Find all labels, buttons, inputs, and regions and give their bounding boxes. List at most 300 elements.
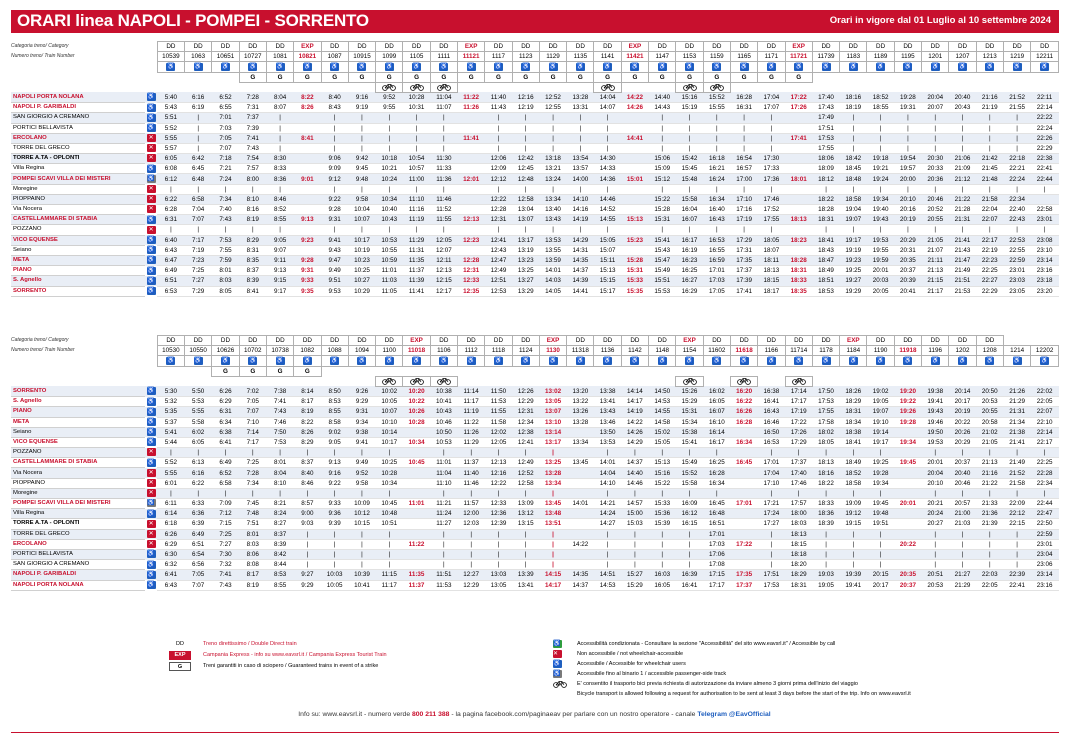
departure-time: 7:59 <box>212 255 239 265</box>
station-name[interactable]: CASTELLAMMARE DI STABIA <box>11 458 145 468</box>
train-number[interactable]: 1154 <box>676 346 703 356</box>
train-accessibility <box>922 62 949 72</box>
departure-time: 8:52 <box>266 205 293 215</box>
station-name[interactable]: POMPEI SCAVI VILLA DEI MISTERI <box>11 499 145 509</box>
departure-time: 20:16 <box>894 205 921 215</box>
wheelchair-icon: ♿ <box>740 63 748 70</box>
train-number[interactable]: 10651 <box>212 52 239 62</box>
departure-time: 19:40 <box>867 205 894 215</box>
departure-time: 20:17 <box>949 397 976 407</box>
train-number[interactable]: 1219 <box>1003 52 1030 62</box>
departure-time: 21:13 <box>976 458 1003 468</box>
category-cell: DD <box>976 42 1003 52</box>
wheelchair-icon: ♿ <box>412 63 421 70</box>
departure-time: 20:04 <box>922 468 949 478</box>
departure-time: 19:43 <box>922 407 949 417</box>
train-number[interactable]: 11714 <box>785 346 812 356</box>
departure-time: 22:41 <box>1003 580 1030 590</box>
train-accessibility <box>1003 356 1030 366</box>
train-number[interactable]: 1214 <box>1003 346 1030 356</box>
station-name[interactable]: Via Nocera <box>11 468 145 478</box>
departure-time: 21:00 <box>949 509 976 519</box>
station-name[interactable]: META <box>11 255 145 265</box>
departure-time: 17:01 <box>703 266 730 276</box>
station-name[interactable]: NAPOLI P. GARIBALDI <box>11 103 145 113</box>
departure-time: 11:46 <box>458 478 485 488</box>
departure-time: 18:55 <box>867 103 894 113</box>
departure-time: 17:01 <box>730 499 757 509</box>
station-name[interactable]: TORRE DEL GRECO <box>11 143 145 153</box>
departure-time <box>785 194 812 204</box>
track1-access-icon: ♿ <box>147 500 155 507</box>
station-name[interactable]: TORRE A.TA - OPLONTI <box>11 519 145 529</box>
station-name[interactable]: PORTICI BELLAVISTA <box>11 123 145 133</box>
wheelchair-icon: ♿ <box>147 216 155 223</box>
wheelchair-icon: ♿ <box>658 357 666 364</box>
guaranteed-mark: G <box>703 72 730 82</box>
departure-time: | <box>812 549 839 559</box>
departure-time: 21:41 <box>1003 437 1030 447</box>
train-number[interactable]: 10821 <box>294 52 321 62</box>
departure-time: 14:52 <box>594 205 621 215</box>
station-name[interactable]: Villa Regina <box>11 509 145 519</box>
train-number[interactable]: 12202 <box>1031 346 1059 356</box>
station-name[interactable]: Moregine <box>11 488 145 498</box>
station-name[interactable]: SORRENTO <box>11 286 145 296</box>
departure-time: 9:33 <box>321 499 348 509</box>
departure-time: 22:18 <box>1003 154 1030 164</box>
train-number[interactable]: 1100 <box>376 346 403 356</box>
departure-time: 12:19 <box>512 103 539 113</box>
departure-time <box>785 245 812 255</box>
departure-time: 18:22 <box>812 478 839 488</box>
departure-time: | <box>430 488 457 498</box>
train-number[interactable]: 1136 <box>594 346 621 356</box>
departure-time: 22:25 <box>976 266 1003 276</box>
category-cell: DD <box>512 42 539 52</box>
spacer <box>11 376 157 386</box>
departure-time: 6:43 <box>157 245 184 255</box>
train-number[interactable]: 1207 <box>949 52 976 62</box>
train-number[interactable]: 1099 <box>376 52 403 62</box>
station-name[interactable]: POZZANO <box>11 448 145 458</box>
station-accessibility <box>145 276 157 286</box>
departure-time: 12:38 <box>512 427 539 437</box>
departure-time <box>294 245 321 255</box>
station-name[interactable]: TORRE A.TA - OPLONTI <box>11 154 145 164</box>
departure-time: 19:53 <box>922 437 949 447</box>
train-number[interactable]: 1112 <box>458 346 485 356</box>
train-number[interactable]: 11602 <box>703 346 730 356</box>
departure-time: | <box>867 488 894 498</box>
train-number[interactable]: 1171 <box>758 52 785 62</box>
departure-time: | <box>539 143 566 153</box>
departure-time: 16:28 <box>703 468 730 478</box>
departure-time: 12:49 <box>485 266 512 276</box>
train-number[interactable]: 1195 <box>894 52 921 62</box>
departure-time: | <box>922 143 949 153</box>
empty-cell <box>294 376 321 386</box>
guaranteed-row <box>11 72 1059 82</box>
train-number[interactable]: 11721 <box>785 52 812 62</box>
departure-time: 5:52 <box>157 458 184 468</box>
train-number[interactable]: 1190 <box>867 346 894 356</box>
empty-cell <box>812 82 839 92</box>
departure-time: 15:16 <box>676 92 703 102</box>
bicycle-icon <box>792 377 806 385</box>
station-row <box>11 164 1059 174</box>
departure-time: 11:39 <box>403 276 430 286</box>
departure-time: 21:16 <box>976 92 1003 102</box>
departure-time: | <box>976 184 1003 194</box>
departure-time: 15:39 <box>649 519 676 529</box>
departure-time: 12:28 <box>458 255 485 265</box>
train-number[interactable]: 10702 <box>239 346 266 356</box>
departure-time: 13:34 <box>539 478 566 488</box>
departure-time <box>730 448 757 458</box>
departure-time <box>294 123 321 133</box>
empty-cell <box>703 376 730 386</box>
train-number[interactable]: 1063 <box>185 52 212 62</box>
wheelchair-icon: ♿ <box>986 357 994 364</box>
station-name[interactable]: POMPEI SCAVI VILLA DEI MISTERI <box>11 174 145 184</box>
station-name[interactable]: S. Agnello <box>11 397 145 407</box>
train-number[interactable]: 1201 <box>922 52 949 62</box>
departure-time: 7:25 <box>239 458 266 468</box>
station-name[interactable]: Seiano <box>11 427 145 437</box>
departure-time: 15:31 <box>676 407 703 417</box>
wheelchair-icon: ♿ <box>849 63 858 70</box>
train-number[interactable]: 10626 <box>212 346 239 356</box>
train-number[interactable]: 10738 <box>266 346 293 356</box>
station-accessibility <box>145 560 157 570</box>
train-number[interactable]: 1153 <box>676 52 703 62</box>
departure-time: 16:17 <box>703 437 730 447</box>
train-number[interactable]: 1165 <box>730 52 757 62</box>
departure-time: 10:22 <box>403 397 430 407</box>
departure-time: 22:03 <box>976 570 1003 580</box>
station-name[interactable]: VICO EQUENSE <box>11 235 145 245</box>
departure-time <box>458 245 485 255</box>
departure-time: 9:39 <box>321 519 348 529</box>
category-cell: DD <box>539 42 566 52</box>
train-number[interactable]: 10550 <box>185 346 212 356</box>
departure-time: 17:37 <box>730 266 757 276</box>
departure-time: 11:43 <box>485 103 512 113</box>
train-number[interactable]: 11121 <box>458 52 485 62</box>
departure-time: 8:24 <box>266 509 293 519</box>
empty-cell <box>594 376 621 386</box>
legend-icon-wrap <box>553 660 562 668</box>
wheelchair-icon: ♿ <box>147 124 155 131</box>
departure-time: 6:42 <box>185 154 212 164</box>
train-accessibility <box>976 62 1003 72</box>
bicycle-icon <box>683 83 697 91</box>
train-number[interactable]: 1202 <box>949 346 976 356</box>
departure-time: 18:31 <box>840 407 867 417</box>
station-name[interactable]: NAPOLI PORTA NOLANA <box>11 580 145 590</box>
departure-time: 17:04 <box>758 92 785 102</box>
station-name[interactable]: S. Agnello <box>11 276 145 286</box>
train-number[interactable]: 1105 <box>403 52 430 62</box>
train-number[interactable]: 1213 <box>976 52 1003 62</box>
departure-time: 16:38 <box>758 386 785 396</box>
train-number[interactable]: 1082 <box>294 346 321 356</box>
station-name[interactable]: Villa Regina <box>11 164 145 174</box>
category-cell: DD <box>157 42 184 52</box>
category-cell: DD <box>212 42 239 52</box>
departure-time: 14:37 <box>567 266 594 276</box>
departure-time: | <box>976 123 1003 133</box>
train-number[interactable]: 1142 <box>621 346 648 356</box>
departure-time: | <box>1031 448 1059 458</box>
wheelchair-icon: ♿ <box>553 661 561 667</box>
departure-time: 19:07 <box>840 215 867 225</box>
train-number[interactable]: 1094 <box>348 346 375 356</box>
departure-time: | <box>539 184 566 194</box>
departure-time: 13:34 <box>567 437 594 447</box>
departure-time: 13:07 <box>539 407 566 417</box>
departure-time: 17:30 <box>758 154 785 164</box>
departure-time: 11:58 <box>485 417 512 427</box>
train-number[interactable]: 1118 <box>485 346 512 356</box>
departure-time: 11:57 <box>458 499 485 509</box>
departure-time: 19:09 <box>840 499 867 509</box>
departure-time: 19:18 <box>867 154 894 164</box>
departure-time: 6:30 <box>157 549 184 559</box>
departure-time: 18:03 <box>785 519 812 529</box>
departure-time: 19:19 <box>840 245 867 255</box>
train-number[interactable]: 11918 <box>894 346 921 356</box>
wheelchair-icon: ♿ <box>358 357 366 364</box>
empty-cell <box>157 72 184 82</box>
wheelchair-icon: ♿ <box>631 357 639 364</box>
train-number[interactable]: 1178 <box>812 346 839 356</box>
departure-time: 14:39 <box>567 276 594 286</box>
departure-time: 6:55 <box>212 103 239 113</box>
departure-time: | <box>321 529 348 539</box>
wheelchair-icon: ♿ <box>685 357 694 364</box>
departure-time: 17:26 <box>785 427 812 437</box>
train-number[interactable]: 1208 <box>976 346 1003 356</box>
station-name[interactable]: POZZANO <box>11 225 145 235</box>
departure-time: 11:46 <box>430 194 457 204</box>
train-number[interactable]: 1123 <box>512 52 539 62</box>
departure-time: 15:13 <box>649 458 676 468</box>
legend-key-text: Treno direttissimo / Double Direct train <box>203 641 297 647</box>
departure-time: 18:26 <box>840 386 867 396</box>
departure-time: 17:37 <box>785 458 812 468</box>
train-number[interactable]: 1148 <box>649 346 676 356</box>
category-cell: EXP <box>785 42 812 52</box>
departure-time: | <box>485 225 512 235</box>
station-name[interactable]: ERCOLANO <box>11 539 145 549</box>
train-number[interactable]: 11318 <box>567 346 594 356</box>
departure-time: 13:23 <box>512 255 539 265</box>
departure-time: 19:15 <box>840 519 867 529</box>
station-name[interactable]: NAPOLI PORTA NOLANA <box>11 92 145 102</box>
departure-time: 14:29 <box>621 437 648 447</box>
empty-cell <box>976 82 1003 92</box>
train-number[interactable]: 1081 <box>266 52 293 62</box>
train-number[interactable]: 1166 <box>758 346 785 356</box>
departure-time: 21:31 <box>949 215 976 225</box>
departure-time: 12:09 <box>485 164 512 174</box>
train-number[interactable]: 1088 <box>321 346 348 356</box>
departure-time: | <box>867 560 894 570</box>
departure-time: 13:40 <box>539 205 566 215</box>
station-accessibility <box>145 103 157 113</box>
train-accessibility <box>430 62 457 72</box>
station-name[interactable]: Via Nocera <box>11 205 145 215</box>
departure-time: 19:39 <box>840 570 867 580</box>
station-name[interactable]: SORRENTO <box>11 386 145 396</box>
bicycle-icon <box>553 680 567 688</box>
train-number[interactable]: 1159 <box>703 52 730 62</box>
station-row <box>11 103 1059 113</box>
train-number[interactable]: 10727 <box>239 52 266 62</box>
train-number[interactable]: 1147 <box>649 52 676 62</box>
legend-key-g: G <box>169 662 191 671</box>
footer-phone[interactable]: 800 211 388 <box>412 711 450 718</box>
departure-time: 13:19 <box>512 245 539 255</box>
category-cell: DD <box>266 336 293 346</box>
footer-telegram-link[interactable]: Telegram @EavOfficial <box>697 711 771 718</box>
departure-time: 19:28 <box>894 92 921 102</box>
departure-time: | <box>621 549 648 559</box>
station-name[interactable]: Moregine <box>11 184 145 194</box>
not-accessible-icon: ✕ <box>148 530 154 537</box>
departure-time: 21:41 <box>949 235 976 245</box>
wheelchair-icon: ♿ <box>849 357 858 364</box>
train-number[interactable]: 1087 <box>321 52 348 62</box>
train-number[interactable]: 1135 <box>567 52 594 62</box>
departure-time: | <box>348 133 375 143</box>
station-name[interactable]: PIOPPAINO <box>11 194 145 204</box>
train-number[interactable]: 1184 <box>840 346 867 356</box>
departure-time: 13:28 <box>567 417 594 427</box>
departure-time: 9:09 <box>321 164 348 174</box>
departure-time: 16:34 <box>703 194 730 204</box>
bottom-rule <box>11 732 1059 733</box>
train-number[interactable]: 1189 <box>867 52 894 62</box>
departure-time: 18:23 <box>785 235 812 245</box>
train-accessibility <box>539 356 566 366</box>
departure-time: | <box>730 123 757 133</box>
departure-time: | <box>458 529 485 539</box>
departure-time: 11:22 <box>403 539 430 549</box>
departure-time: 16:18 <box>703 154 730 164</box>
departure-time: | <box>539 560 566 570</box>
train-number[interactable]: 1117 <box>485 52 512 62</box>
station-name[interactable]: ERCOLANO <box>11 133 145 143</box>
departure-time: 9:12 <box>321 174 348 184</box>
train-number[interactable]: 11421 <box>621 52 648 62</box>
departure-time: | <box>730 143 757 153</box>
train-number[interactable]: 1183 <box>840 52 867 62</box>
train-number[interactable]: 1106 <box>430 346 457 356</box>
train-number[interactable]: 12211 <box>1031 52 1059 62</box>
departure-time: 19:07 <box>867 407 894 417</box>
station-name[interactable]: PIOPPAINO <box>11 478 145 488</box>
wheelchair-icon: ♿ <box>249 357 257 364</box>
train-accessibility <box>485 62 512 72</box>
train-number[interactable]: 10530 <box>157 346 184 356</box>
train-number[interactable]: 11739 <box>812 52 839 62</box>
station-name[interactable]: SAN GIORGIO A CREMANO <box>11 113 145 123</box>
departure-time <box>621 225 648 235</box>
departure-time: | <box>867 113 894 123</box>
bicycle-icon <box>382 83 396 91</box>
train-number[interactable]: 1129 <box>539 52 566 62</box>
empty-cell <box>785 366 812 376</box>
departure-time: 21:02 <box>976 427 1003 437</box>
train-number[interactable]: 1124 <box>512 346 539 356</box>
station-name[interactable]: PIANO <box>11 266 145 276</box>
departure-time: 12:05 <box>430 235 457 245</box>
train-number[interactable]: 1141 <box>594 52 621 62</box>
departure-time: 21:26 <box>1003 386 1030 396</box>
departure-time: 19:21 <box>867 164 894 174</box>
train-number[interactable]: 1130 <box>539 346 566 356</box>
departure-time: | <box>212 225 239 235</box>
departure-time: 12:00 <box>458 509 485 519</box>
station-name[interactable]: SAN GIORGIO A CREMANO <box>11 560 145 570</box>
train-number[interactable]: 10539 <box>157 52 184 62</box>
departure-time: 8:39 <box>266 539 293 549</box>
departure-time: 17:22 <box>785 417 812 427</box>
train-number[interactable]: 10915 <box>348 52 375 62</box>
station-name[interactable]: PIANO <box>11 407 145 417</box>
departure-time: 22:05 <box>976 580 1003 590</box>
station-name[interactable]: TORRE DEL GRECO <box>11 529 145 539</box>
train-number[interactable]: 11018 <box>403 346 430 356</box>
station-name[interactable]: Seiano <box>11 245 145 255</box>
category-cell: DD <box>922 42 949 52</box>
station-name[interactable]: CASTELLAMMARE DI STABIA <box>11 215 145 225</box>
departure-time: | <box>1003 123 1030 133</box>
station-accessibility <box>145 113 157 123</box>
guaranteed-mark: G <box>785 72 812 82</box>
departure-time: 8:31 <box>239 245 266 255</box>
departure-time: 16:07 <box>703 407 730 417</box>
departure-time: 12:36 <box>485 509 512 519</box>
train-number[interactable]: 1111 <box>430 52 457 62</box>
train-accessibility <box>1031 356 1059 366</box>
departure-time: 11:35 <box>403 255 430 265</box>
station-name[interactable]: META <box>11 417 145 427</box>
wheelchair-icon: ♿ <box>147 408 155 415</box>
departure-time: 22:39 <box>1003 570 1030 580</box>
departure-time: 18:13 <box>758 266 785 276</box>
departure-time <box>894 549 921 559</box>
departure-time: 6:13 <box>185 458 212 468</box>
departure-time: | <box>949 123 976 133</box>
departure-time: 13:22 <box>567 397 594 407</box>
station-name[interactable]: VICO EQUENSE <box>11 437 145 447</box>
train-accessibility <box>485 356 512 366</box>
departure-time: | <box>321 123 348 133</box>
empty-cell <box>567 376 594 386</box>
train-number[interactable]: 11618 <box>730 346 757 356</box>
departure-time: 9:13 <box>294 215 321 225</box>
station-name[interactable]: PORTICI BELLAVISTA <box>11 549 145 559</box>
station-name[interactable]: NAPOLI P. GARIBALDI <box>11 570 145 580</box>
departure-time: 21:05 <box>922 235 949 245</box>
train-number[interactable]: 1196 <box>922 346 949 356</box>
station-accessibility <box>145 549 157 559</box>
wheelchair-icon: ♿ <box>876 63 885 70</box>
